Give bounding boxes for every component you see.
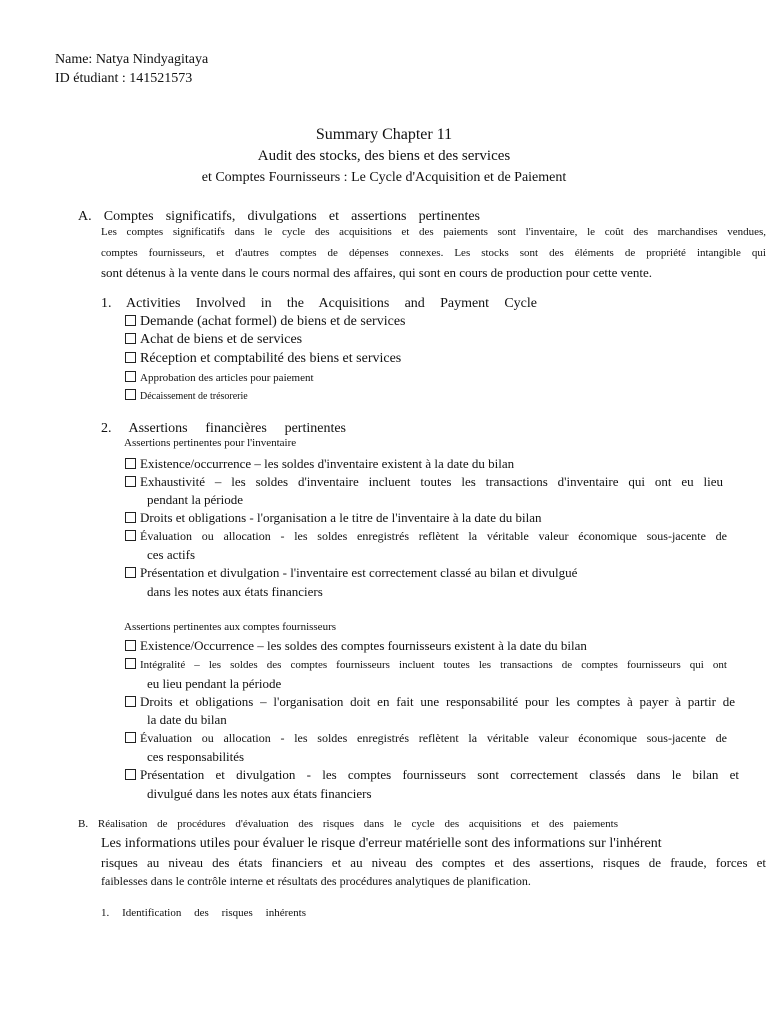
- checkbox-icon: [125, 458, 136, 469]
- checkbox-icon: [125, 315, 136, 326]
- document-subtitle-2: et Comptes Fournisseurs : Le Cycle d'Acquisition et de Paiement: [201, 170, 567, 185]
- list-item: Existence/occurrence – les soldes d'inventaire existent à la date du bilan: [125, 456, 514, 472]
- list-item: Existence/Occurrence – les soldes des comptes fournisseurs existent à la date du bilan: [125, 638, 587, 654]
- list-item: Droits et obligations - l'organisation a le titre de l'inventaire à la date du bilan: [125, 510, 542, 526]
- student-name: Name: Natya Nindyagitaya: [55, 52, 209, 67]
- list-item-continuation: dans les notes aux états financiers: [147, 584, 323, 599]
- list-item-continuation: ces responsabilités: [147, 749, 245, 764]
- section-a-paragraph-line: Les comptes significatifs dans le cycle des acquisitions et des paiements sont l'inventaire, le coût des marchandises vendues,: [101, 226, 766, 238]
- document-title: Summary Chapter 11: [315, 126, 453, 143]
- list-item-continuation: divulgué dans les notes aux états financiers: [147, 786, 372, 801]
- subsection-a1-heading: 1. Activities Involved in the Acquisitions and Payment Cycle: [101, 296, 537, 311]
- list-item: Évaluation ou allocation - les soldes enregistrés reflètent la véritable valeur économique sous-jacente de: [125, 529, 727, 544]
- section-b-paragraph-line: risques au niveau des états financiers et au niveau des comptes et des assertions, risques de fraude, forces et: [101, 855, 766, 870]
- list-item-continuation: pendant la période: [147, 492, 244, 507]
- checkbox-icon: [125, 333, 136, 344]
- checkbox-icon: [125, 530, 136, 541]
- list-item: Présentation et divulgation - les comptes fournisseurs sont correctement classés dans le bilan et: [125, 767, 739, 783]
- section-a-paragraph-line: comptes fournisseurs, et d'autres comptes de dépenses connexes. Les stocks sont des éléments de propriété intangible qui: [101, 247, 766, 259]
- checkbox-icon: [125, 567, 136, 578]
- list-item-continuation: ces actifs: [147, 547, 196, 562]
- section-b-heading: B. Réalisation de procédures d'évaluation des risques dans le cycle des acquisitions et des paiements: [78, 818, 618, 830]
- section-b-paragraph-line: Les informations utiles pour évaluer le risque d'erreur matérielle sont des informations sur l'inhérent: [101, 836, 662, 851]
- list-item: Présentation et divulgation - l'inventaire est correctement classé au bilan et divulgué: [125, 565, 577, 581]
- list-item: Exhaustivité – les soldes d'inventaire incluent toutes les transactions d'inventaire qui ont eu lieu: [125, 474, 723, 490]
- list-item: Intégralité – les soldes des comptes fournisseurs incluent toutes les transactions de comptes fournisseurs qui ont: [125, 658, 727, 671]
- checkbox-icon: [125, 640, 136, 651]
- subsection-a2-heading: 2. Assertions financières pertinentes: [101, 421, 346, 436]
- list-item: Approbation des articles pour paiement: [125, 371, 314, 384]
- list-item-continuation: la date du bilan: [147, 712, 227, 727]
- inventory-assertions-label: Assertions pertinentes pour l'inventaire: [124, 437, 297, 449]
- checkbox-icon: [125, 658, 136, 669]
- checkbox-icon: [125, 389, 136, 400]
- checkbox-icon: [125, 732, 136, 743]
- checkbox-icon: [125, 512, 136, 523]
- section-a-paragraph-line: sont détenus à la vente dans le cours normal des affaires, qui sont en cours de production pour cette vente.: [101, 265, 653, 280]
- checkbox-icon: [125, 352, 136, 363]
- list-item-continuation: eu lieu pendant la période: [147, 676, 282, 691]
- list-item: Réception et comptabilité des biens et services: [125, 351, 401, 367]
- list-item: Demande (achat formel) de biens et de services: [125, 314, 406, 330]
- student-id: ID étudiant : 141521573: [55, 71, 193, 86]
- list-item: Décaissement de trésorerie: [125, 389, 248, 402]
- list-item: Évaluation ou allocation - les soldes enregistrés reflètent la véritable valeur économique sous-jacente de: [125, 731, 727, 746]
- subsection-b1-heading: 1. Identification des risques inhérents: [101, 907, 306, 919]
- checkbox-icon: [125, 696, 136, 707]
- checkbox-icon: [125, 476, 136, 487]
- list-item: Droits et obligations – l'organisation doit en fait une responsabilité pour les comptes à payer à partir de: [125, 694, 735, 710]
- checkbox-icon: [125, 769, 136, 780]
- checkbox-icon: [125, 371, 136, 382]
- payables-assertions-label: Assertions pertinentes aux comptes fournisseurs: [124, 621, 337, 633]
- section-b-paragraph-line: faiblesses dans le contrôle interne et résultats des procédures analytiques de planification.: [101, 874, 531, 888]
- list-item: Achat de biens et de services: [125, 332, 302, 348]
- document-subtitle: Audit des stocks, des biens et des services: [257, 148, 511, 164]
- section-a-heading: A. Comptes significatifs, divulgations et assertions pertinentes: [78, 209, 480, 224]
